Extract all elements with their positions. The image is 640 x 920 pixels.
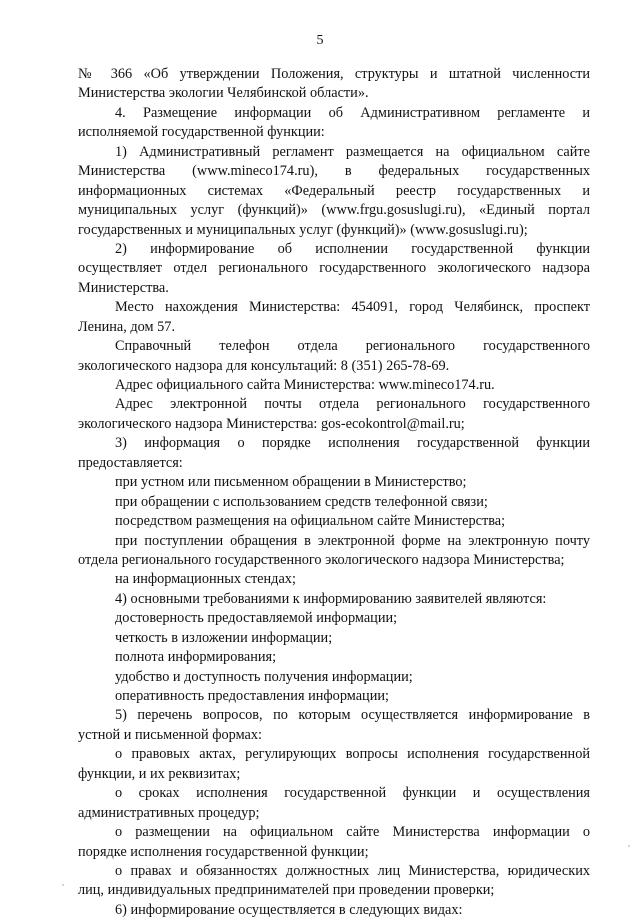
- text-line: Адрес электронной почты отдела регионального государственного: [115, 396, 590, 413]
- text-line: удобство и доступность получения информации;: [115, 668, 413, 685]
- text-line: четкость в изложении информации;: [115, 629, 333, 646]
- text-line: порядке исполнения государственной функции;: [78, 843, 369, 860]
- text-line: исполняемой государственной функции:: [78, 124, 325, 141]
- text-line: 5) перечень вопросов, по которым осуществляется информирование в: [115, 707, 590, 724]
- text-line: экологического надзора Министерства: gos-ecokontrol@mail.ru;: [78, 415, 465, 432]
- text-line: 4) основными требованиями к информированию заявителей являются:: [115, 590, 547, 607]
- page-number: 5: [316, 33, 324, 48]
- text-line: отдела регионального государственного экологического надзора Министерства;: [78, 551, 565, 568]
- text-line: Ленина, дом 57.: [78, 318, 176, 335]
- text-line: оперативность предоставления информации;: [115, 688, 389, 704]
- text-line: 1) Административный регламент размещается на официальном сайте: [115, 143, 590, 160]
- text-line: 6) информирование осуществляется в следующих видах:: [115, 901, 463, 918]
- text-line: о правах и обязанностях должностных лиц Министерства, юридических: [115, 862, 590, 879]
- text-line: полнота информирования;: [115, 649, 277, 666]
- text-line: функции, и их реквизитах;: [78, 765, 241, 782]
- text-line: Адрес официального сайта Министерства: www.mineco174.ru.: [115, 377, 495, 393]
- text-line: при поступлении обращения в электронной форме на электронную почту: [115, 532, 590, 549]
- text-line: экологического надзора для консультаций: 8 (351) 265-78-69.: [78, 357, 450, 374]
- text-line: 4. Размещение информации об Административном регламенте и: [115, 104, 590, 121]
- text-line: устной и письменной формах:: [78, 726, 262, 743]
- text-line: Министерства (www.mineco174.ru), в федеральных государственных: [78, 163, 590, 180]
- text-line: № 366 «Об утверждении Положения, структуры и штатной численности: [78, 66, 590, 82]
- text-line: при устном или письменном обращении в Министерство;: [115, 474, 467, 491]
- document-body: [78, 65, 590, 920]
- text-line: осуществляет отдел регионального государственного экологического надзора: [78, 260, 590, 277]
- text-line: о размещении на официальном сайте Министерства информации о: [115, 824, 590, 841]
- scan-speck: [62, 884, 64, 886]
- text-line: на информационных стендах;: [115, 571, 296, 588]
- text-line: муниципальных услуг (функций)» (www.frgu.gosuslugi.ru), «Единый портал: [78, 202, 590, 219]
- text-line: лиц, индивидуальных предпринимателей при проведении проверки;: [78, 882, 495, 899]
- text-line: достоверность предоставляемой информации;: [115, 610, 398, 627]
- text-line: государственных и муниципальных услуг (функций)» (www.gosuslugi.ru);: [78, 221, 528, 238]
- text-line: 3) информация о порядке исполнения государственной функции: [115, 435, 590, 452]
- scan-speck: [628, 845, 630, 847]
- text-line: информационных системах «Федеральный реестр государственных и: [78, 182, 590, 199]
- text-line: о сроках исполнения государственной функции и осуществления: [115, 785, 590, 802]
- text-line: посредством размещения на официальном сайте Министерства;: [115, 513, 506, 530]
- text-line: административных процедур;: [78, 804, 260, 821]
- text-line: 2) информирование об исполнении государственной функции: [115, 240, 590, 257]
- text-line: Министерства экологии Челябинской области».: [78, 85, 369, 102]
- text-line: при обращении с использованием средств телефонной связи;: [115, 493, 488, 510]
- text-line: Министерства.: [78, 279, 169, 296]
- text-line: Место нахождения Министерства: 454091, город Челябинск, проспект: [115, 299, 590, 316]
- text-line: Справочный телефон отдела регионального государственного: [115, 338, 590, 355]
- text-line: предоставляется:: [78, 454, 183, 471]
- text-line: о правовых актах, регулирующих вопросы исполнения государственной: [115, 746, 590, 763]
